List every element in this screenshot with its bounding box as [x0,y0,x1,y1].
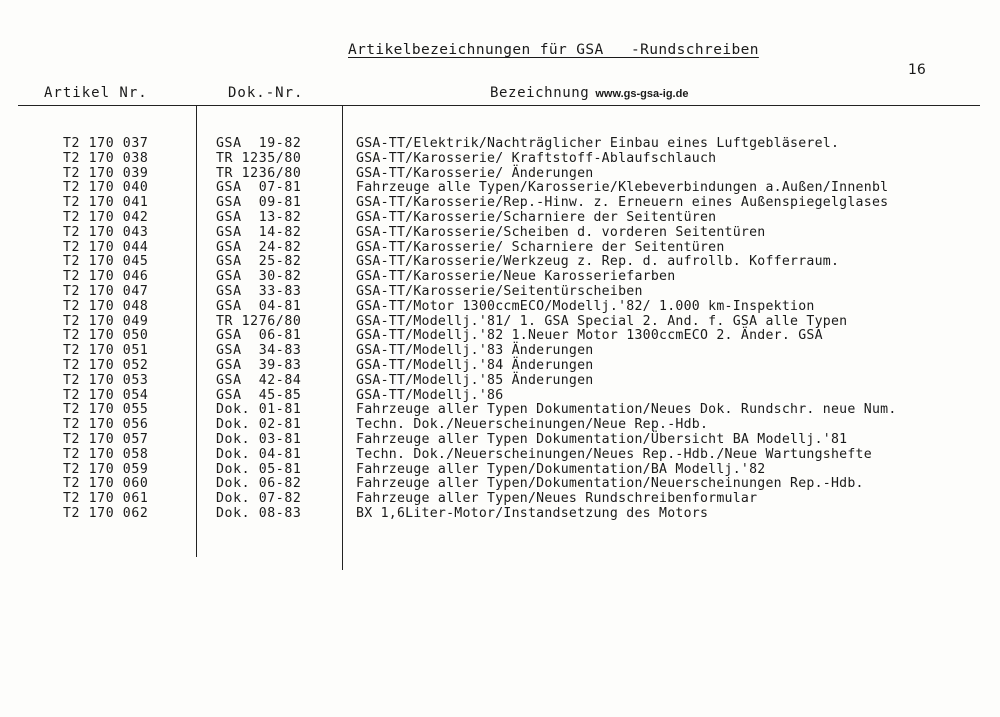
artikel-nr-cell: T2 170 037 [63,136,149,151]
bezeichnung-cell: GSA-TT/Elektrik/Nachträglicher Einbau eines Luftgebläserel. [356,136,840,151]
artikel-nr-cell: T2 170 049 [63,313,149,329]
table-row [0,373,1000,388]
artikel-nr-cell: T2 170 060 [63,476,149,492]
table-row [0,328,1000,343]
dok-nr-cell: GSA 34-83 [216,343,302,359]
dok-nr-cell: Dok. 06-82 [216,476,302,492]
table-row [0,314,1000,329]
table-row [0,402,1000,417]
bezeichnung-cell: GSA-TT/Karosserie/ Kraftstoff-Ablaufschlauch [356,150,717,166]
artikel-nr-cell: T2 170 061 [63,491,149,507]
bezeichnung-cell: Fahrzeuge aller Typen/Neues Rundschreibenformular [356,491,758,507]
table-row [0,136,1000,151]
artikel-nr-cell: T2 170 056 [63,417,149,433]
table-row [0,240,1000,255]
table-row [0,254,1000,269]
artikel-nr-cell: T2 170 042 [63,209,149,225]
dok-nr-cell: GSA 09-81 [216,195,302,211]
artikel-nr-cell: T2 170 038 [63,150,149,166]
dok-nr-cell: GSA 06-81 [216,328,302,344]
bezeichnung-cell: GSA-TT/Karosserie/Werkzeug z. Rep. d. aufrollb. Kofferraum. [356,254,840,270]
bezeichnung-cell: Fahrzeuge aller Typen Dokumentation/Neues Dok. Rundschr. neue Num. [356,402,897,418]
artikel-nr-cell: T2 170 043 [63,224,149,240]
bezeichnung-cell: GSA-TT/Karosserie/Scheiben d. vorderen Seitentüren [356,224,766,240]
table-row [0,166,1000,181]
dok-nr-cell: GSA 04-81 [216,298,302,314]
artikel-nr-cell: T2 170 052 [63,357,149,373]
table-row [0,417,1000,432]
artikel-nr-cell: T2 170 062 [63,505,149,521]
table-row [0,388,1000,403]
table-row [0,225,1000,240]
artikel-nr-cell: T2 170 047 [63,283,149,299]
dok-nr-cell: GSA 24-82 [216,239,302,255]
artikel-nr-cell: T2 170 040 [63,180,149,196]
table-row [0,462,1000,477]
dok-nr-cell: Dok. 02-81 [216,417,302,433]
table-row [0,432,1000,447]
dok-nr-cell: GSA 07-81 [216,180,302,196]
table-row [0,180,1000,195]
artikel-nr-cell: T2 170 048 [63,298,149,314]
dok-nr-cell: GSA 14-82 [216,224,302,240]
table-row [0,269,1000,284]
header-rule [18,105,980,106]
table-row [0,299,1000,314]
bezeichnung-cell: GSA-TT/Karosserie/ Scharniere der Seitentüren [356,239,725,255]
dok-nr-cell: GSA 33-83 [216,283,302,299]
dok-nr-cell: Dok. 05-81 [216,461,302,477]
bezeichnung-cell: Techn. Dok./Neuerscheinungen/Neues Rep.-Hdb./Neue Wartungshefte [356,446,872,462]
bezeichnung-cell: GSA-TT/Modellj.'86 [356,387,504,403]
dok-nr-cell: Dok. 01-81 [216,402,302,418]
artikel-nr-cell: T2 170 053 [63,372,149,388]
bezeichnung-cell: GSA-TT/Karosserie/Rep.-Hinw. z. Erneuern eines Außenspiegelglases [356,195,889,211]
artikel-nr-cell: T2 170 059 [63,461,149,477]
article-table [0,136,1000,521]
dok-nr-cell: GSA 30-82 [216,269,302,285]
dok-nr-cell: GSA 45-85 [216,387,302,403]
artikel-nr-cell: T2 170 045 [63,254,149,270]
bezeichnung-cell: BX 1,6Liter-Motor/Instandsetzung des Motors [356,505,709,521]
table-row [0,358,1000,373]
dok-nr-cell: Dok. 04-81 [216,446,302,462]
dok-nr-cell: TR 1236/80 [216,165,302,181]
document-title: Artikelbezeichnungen für GSA -Rundschreiben [348,42,759,58]
header-dok-nr: Dok.-Nr. [228,85,304,101]
bezeichnung-cell: Fahrzeuge aller Typen/Dokumentation/Neuerscheinungen Rep.-Hdb. [356,476,864,492]
bezeichnung-cell: GSA-TT/Motor 1300ccmECO/Modellj.'82/ 1.000 km-Inspektion [356,298,815,314]
artikel-nr-cell: T2 170 050 [63,328,149,344]
table-row [0,195,1000,210]
table-row [0,151,1000,166]
header-bezeichnung-label: Bezeichnung [490,85,590,101]
artikel-nr-cell: T2 170 055 [63,402,149,418]
artikel-nr-cell: T2 170 057 [63,431,149,447]
bezeichnung-cell: GSA-TT/Modellj.'84 Änderungen [356,357,594,373]
artikel-nr-cell: T2 170 058 [63,446,149,462]
dok-nr-cell: Dok. 03-81 [216,431,302,447]
page-number: 16 [908,62,926,78]
bezeichnung-cell: GSA-TT/Modellj.'82 1.Neuer Motor 1300ccmECO 2. Änder. GSA [356,328,823,344]
dok-nr-cell: TR 1235/80 [216,150,302,166]
bezeichnung-cell: Fahrzeuge aller Typen Dokumentation/Übersicht BA Modellj.'81 [356,431,848,447]
bezeichnung-cell: GSA-TT/Modellj.'83 Änderungen [356,343,594,359]
header-bezeichnung [490,85,688,101]
table-row [0,210,1000,225]
dok-nr-cell: GSA 25-82 [216,254,302,270]
table-row [0,491,1000,506]
table-row [0,506,1000,521]
table-row [0,343,1000,358]
artikel-nr-cell: T2 170 039 [63,165,149,181]
artikel-nr-cell: T2 170 041 [63,195,149,211]
dok-nr-cell: GSA 39-83 [216,357,302,373]
bezeichnung-cell: GSA-TT/Modellj.'81/ 1. GSA Special 2. And. f. GSA alle Typen [356,313,848,329]
bezeichnung-cell: Fahrzeuge alle Typen/Karosserie/Klebeverbindungen a.Außen/Innenbl [356,180,889,196]
artikel-nr-cell: T2 170 046 [63,269,149,285]
bezeichnung-cell: GSA-TT/Karosserie/Neue Karosseriefarben [356,269,676,285]
artikel-nr-cell: T2 170 044 [63,239,149,255]
bezeichnung-cell: GSA-TT/Karosserie/Seitentürscheiben [356,283,643,299]
header-artikel-nr: Artikel Nr. [44,85,148,101]
bezeichnung-cell: Techn. Dok./Neuerscheinungen/Neue Rep.-Hdb. [356,417,709,433]
dok-nr-cell: GSA 42-84 [216,372,302,388]
table-row [0,284,1000,299]
dok-nr-cell: Dok. 07-82 [216,491,302,507]
dok-nr-cell: GSA 19-82 [216,136,302,151]
table-row [0,476,1000,491]
dok-nr-cell: TR 1276/80 [216,313,302,329]
bezeichnung-cell: Fahrzeuge aller Typen/Dokumentation/BA Modellj.'82 [356,461,766,477]
dok-nr-cell: Dok. 08-83 [216,505,302,521]
bezeichnung-cell: GSA-TT/Karosserie/ Änderungen [356,165,594,181]
artikel-nr-cell: T2 170 054 [63,387,149,403]
table-row [0,447,1000,462]
bezeichnung-cell: GSA-TT/Karosserie/Scharniere der Seitentüren [356,209,717,225]
dok-nr-cell: GSA 13-82 [216,209,302,225]
website-watermark: www.gs-gsa-ig.de [595,88,689,100]
bezeichnung-cell: GSA-TT/Modellj.'85 Änderungen [356,372,594,388]
artikel-nr-cell: T2 170 051 [63,343,149,359]
